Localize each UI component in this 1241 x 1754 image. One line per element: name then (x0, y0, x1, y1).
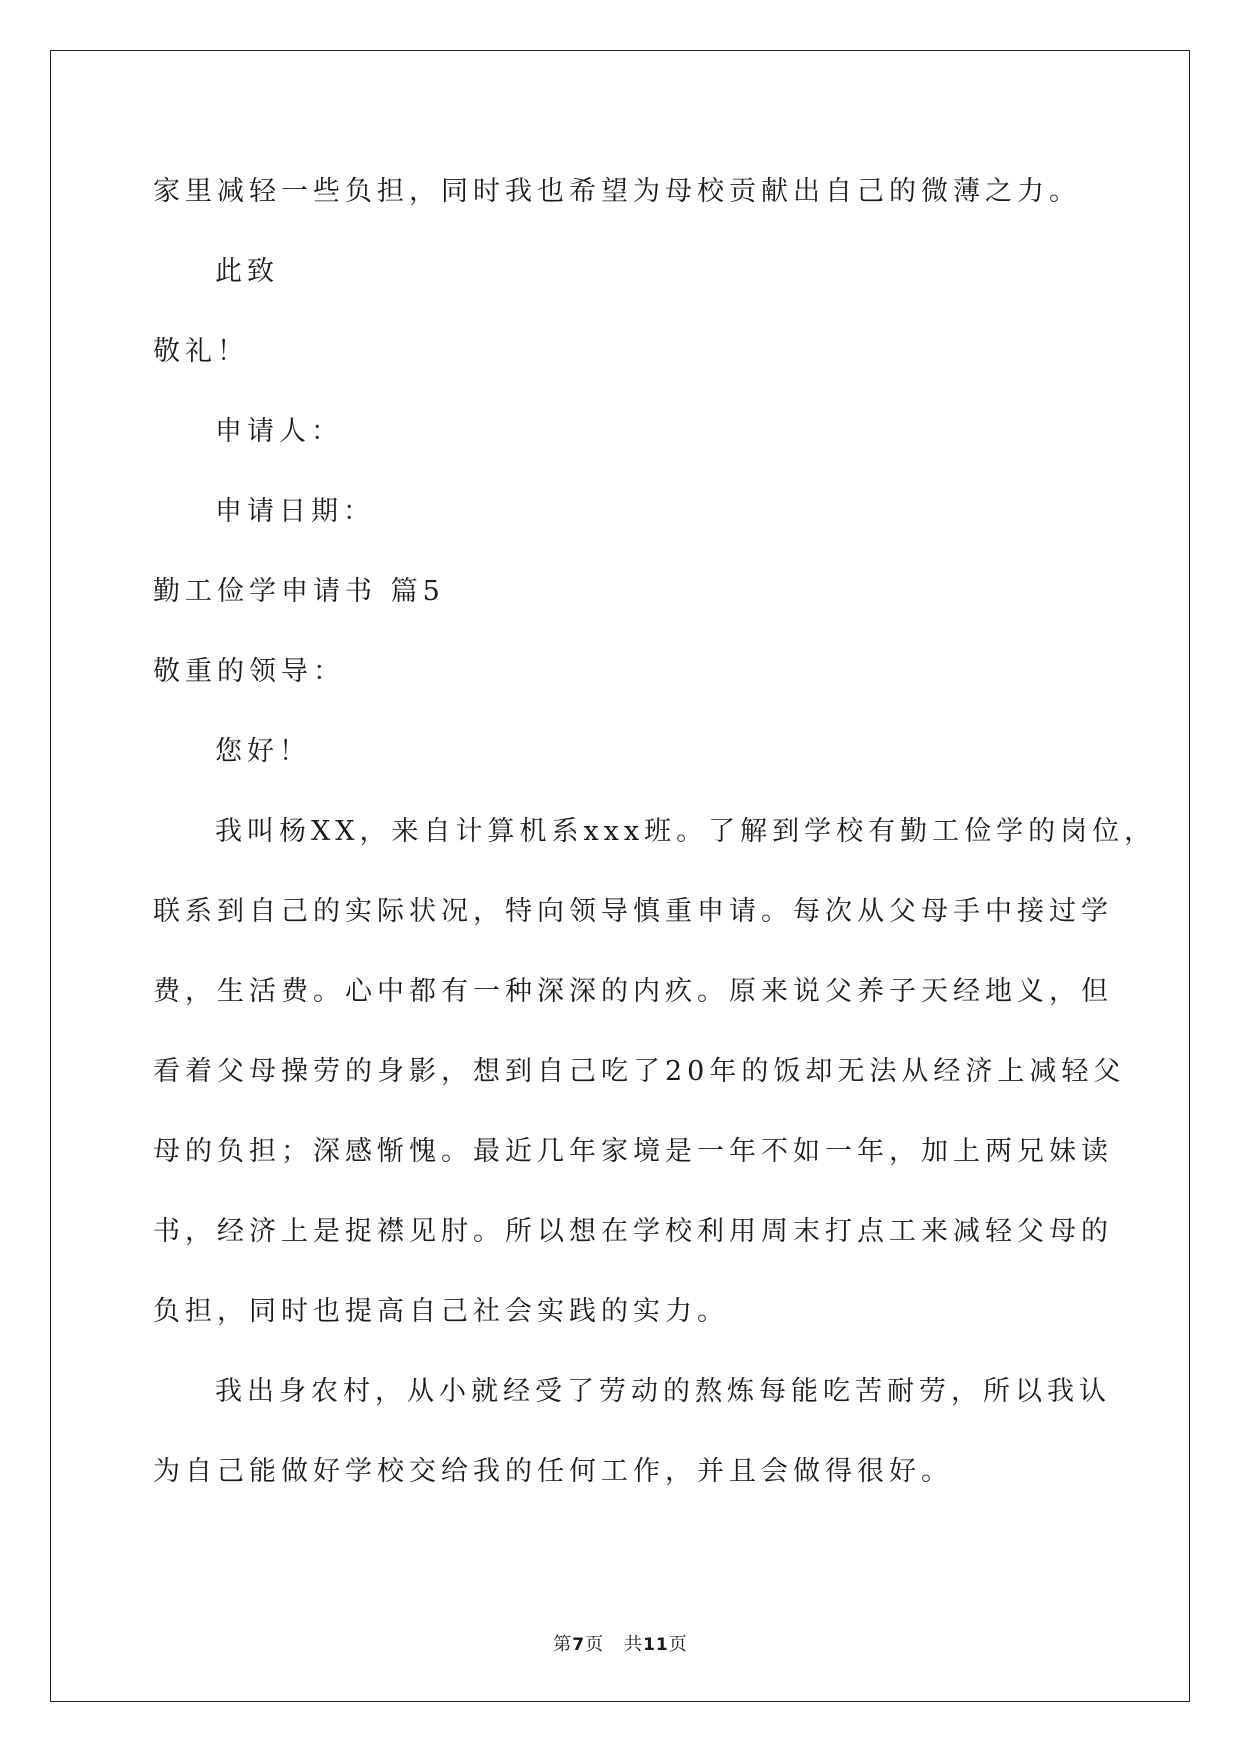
letter-hello: 您好！ (215, 736, 311, 767)
paragraph-line: 联系到自己的实际状况，特向领导慎重申请。每次从父母手中接过学 (153, 896, 1113, 927)
paragraph-line: 母的负担；深感惭愧。最近几年家境是一年不如一年，加上两兄妹读 (153, 1136, 1113, 1167)
paragraph-line: 为自己能做好学校交给我的任何工作，并且会做得很好。 (153, 1456, 953, 1487)
closing-salutation: 此致 (215, 256, 279, 287)
page-footer (0, 1634, 1241, 1656)
paragraph-line: 家里减轻一些负担，同时我也希望为母校贡献出自己的微薄之力。 (153, 176, 1081, 207)
paragraph-line: 负担，同时也提高自己社会实践的实力。 (153, 1296, 729, 1327)
paragraph-line: 书，经济上是捉襟见肘。所以想在学校利用周末打点工来减轻父母的 (153, 1216, 1113, 1247)
applicant-label: 申请人： (215, 416, 343, 447)
application-date-label: 申请日期： (215, 496, 375, 527)
total-prefix: 共 (624, 1634, 644, 1655)
letter-greeting: 敬重的领导： (153, 656, 345, 687)
paragraph-line: 费，生活费。心中都有一种深深的内疚。原来说父养子天经地义，但 (153, 976, 1113, 1007)
closing-regards: 敬礼！ (153, 336, 249, 367)
page-current: 7 (572, 1635, 586, 1655)
page-total: 11 (643, 1635, 669, 1655)
page-prefix: 第 (553, 1634, 573, 1655)
paragraph-line: 看着父母操劳的身影，想到自己吃了20年的饭却无法从经济上减轻父 (153, 1056, 1126, 1087)
page-mid: 页 (585, 1634, 605, 1655)
paragraph-line: 我叫杨XX，来自计算机系xxx班。了解到学校有勤工俭学的岗位， (215, 816, 1157, 847)
section-heading: 勤工俭学申请书 篇5 (153, 576, 445, 607)
page-border (50, 50, 1190, 1702)
total-suffix: 页 (668, 1634, 688, 1655)
paragraph-line: 我出身农村，从小就经受了劳动的熬炼每能吃苦耐劳，所以我认 (215, 1376, 1111, 1407)
